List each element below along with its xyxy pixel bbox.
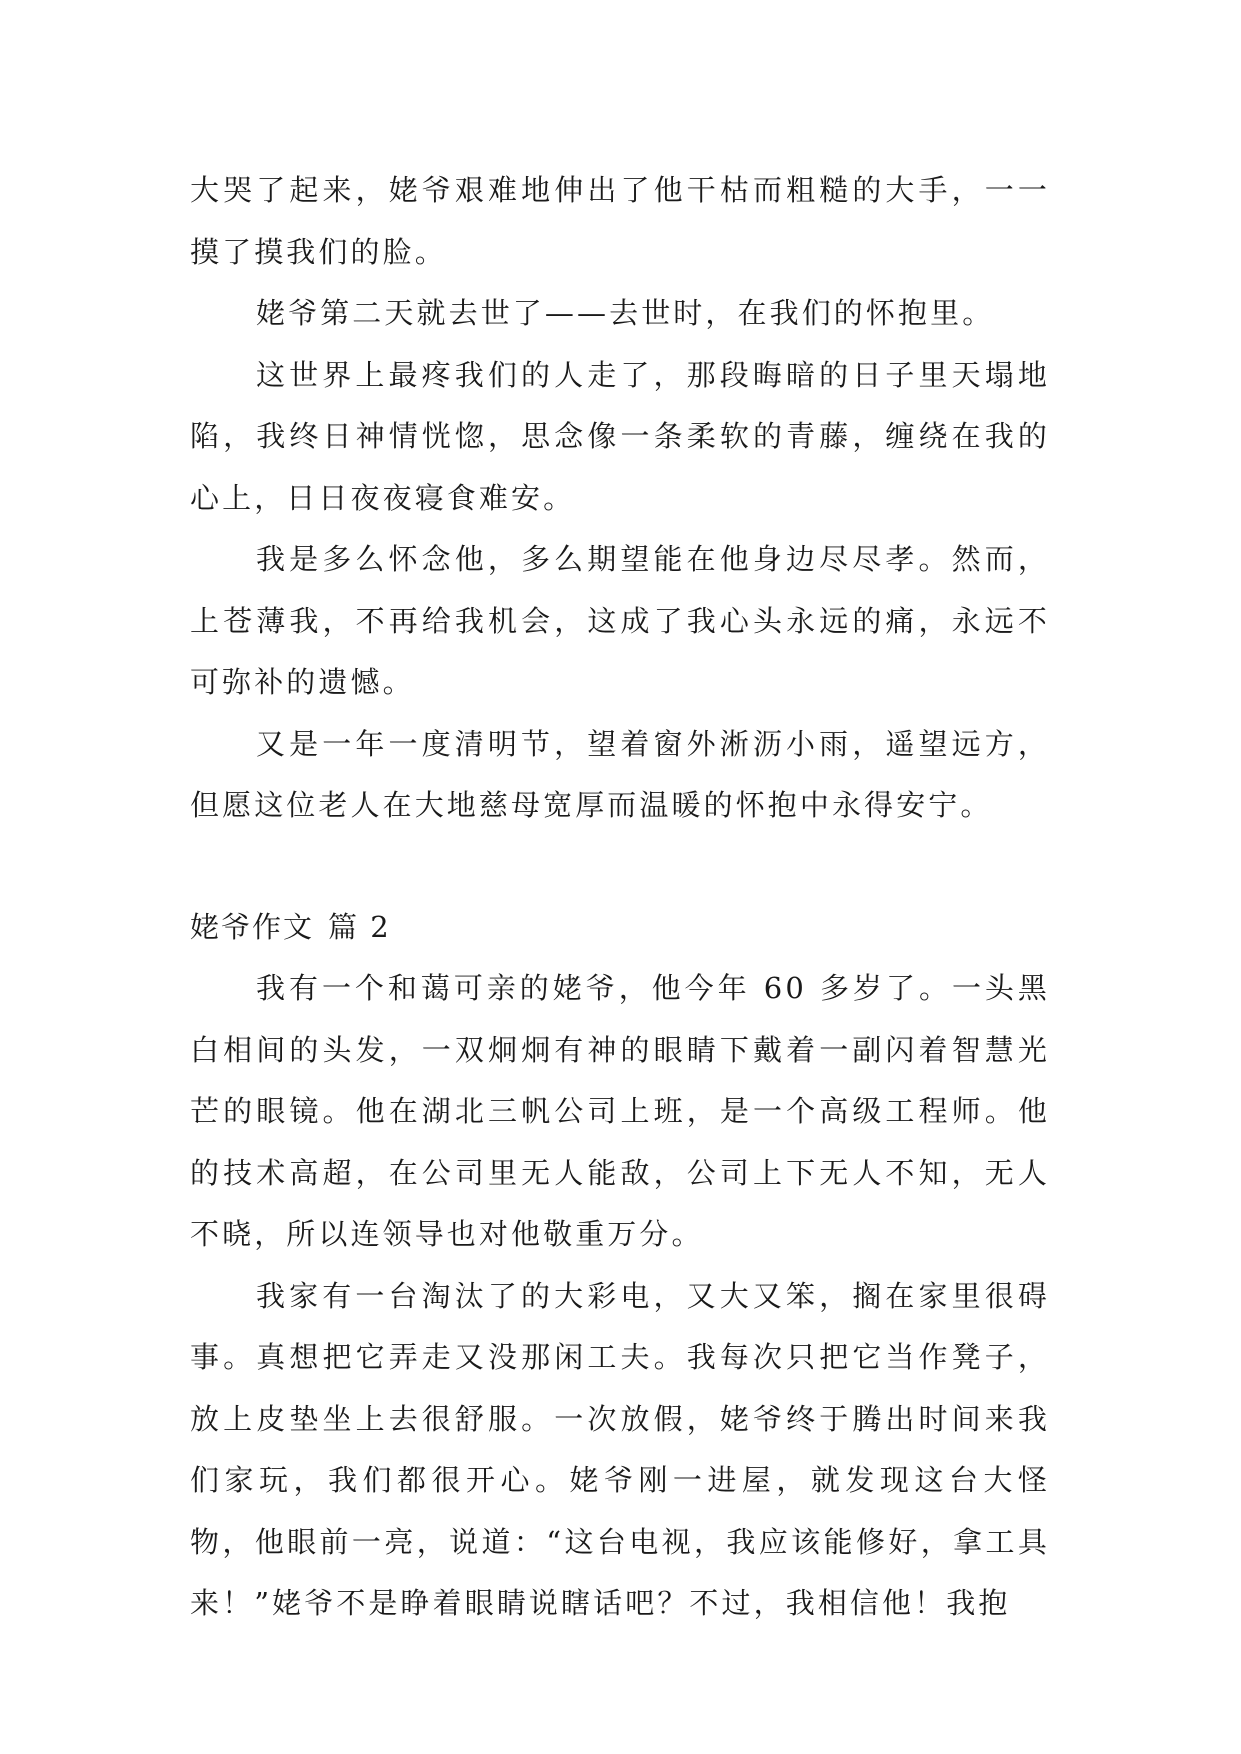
paragraph: 大哭了起来，姥爷艰难地伸出了他干枯而粗糙的大手，一一摸了摸我们的脸。 — [190, 173, 1050, 269]
section-number: 篇 2 — [328, 909, 391, 944]
paragraph: 又是一年一度清明节，望着窗外淅沥小雨，遥望远方，但愿这位老人在大地慈母宽厚而温暖的怀抱中永得安宁。 — [190, 726, 1050, 822]
section-title: 姥爷作文 — [190, 909, 315, 944]
paragraph: 我有一个和蔼可亲的姥爷，他今年 60 多岁了。一头黑白相间的头发，一双炯炯有神的眼睛下戴着一副闪着智慧光芒的眼镜。他在湖北三帆公司上班，是一个高级工程师。他的技术高超，在公司里无人能敌，公司上下无人不知，无人不晓，所以连领导也对他敬重万分。 — [190, 971, 1050, 1251]
document-body — [190, 160, 1050, 1635]
section-heading — [190, 897, 1050, 959]
paragraph: 我是多么怀念他，多么期望能在他身边尽尽孝。然而，上苍薄我，不再给我机会，这成了我心头永远的痛，永远不可弥补的遗憾。 — [190, 542, 1050, 699]
paragraph: 我家有一台淘汰了的大彩电，又大又笨，搁在家里很碍事。真想把它弄走又没那闲工夫。我每次只把它当作凳子，放上皮垫坐上去很舒服。一次放假，姥爷终于腾出时间来我们家玩，我们都很开心。姥爷刚一进屋，就发现这台大怪物，他眼前一亮，说道：“这台电视，我应该能修好，拿工具来！”姥爷不是睁着眼睛说瞎话吧？不过，我相信他！我抱 — [190, 1278, 1050, 1620]
paragraph: 这世界上最疼我们的人走了，那段晦暗的日子里天塌地陷，我终日神情恍惚，思念像一条柔软的青藤，缠绕在我的心上，日日夜夜寝食难安。 — [190, 357, 1050, 515]
paragraph: 姥爷第二天就去世了——去世时，在我们的怀抱里。 — [256, 296, 995, 330]
